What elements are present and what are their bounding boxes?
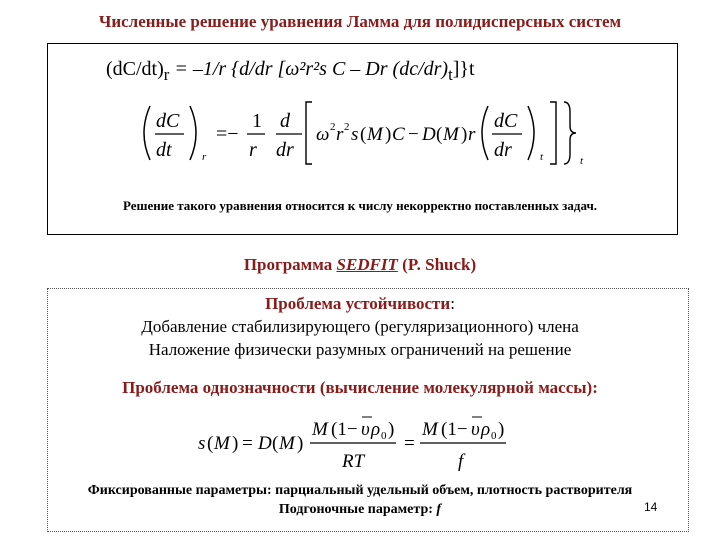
svg-text:s: s bbox=[351, 124, 359, 145]
uniqueness-heading: Проблема однозначности (вычисление молекулярной массы): bbox=[122, 378, 598, 397]
svg-text:M: M bbox=[367, 124, 383, 145]
program-heading bbox=[0, 255, 720, 275]
svg-text:M: M bbox=[312, 419, 328, 440]
svg-text:): ) bbox=[297, 433, 304, 454]
fit-parameters bbox=[0, 502, 720, 518]
svg-text:M: M bbox=[279, 433, 295, 454]
lamm-inline-equation bbox=[106, 58, 475, 85]
svg-text:): ) bbox=[388, 419, 395, 440]
svg-text:υ: υ bbox=[471, 419, 480, 440]
svg-text:): ) bbox=[232, 433, 239, 454]
stability-title: Проблема устойчивости bbox=[265, 294, 451, 313]
svg-text:(: ( bbox=[207, 433, 214, 454]
svg-text:t: t bbox=[580, 155, 584, 167]
ill-posed-note: Решение такого уравнения относится к числу некорректно поставленных задач. bbox=[122, 198, 598, 213]
stability-line-1: Добавление стабилизирующего (регуляризационного) члена bbox=[141, 317, 579, 336]
sedimentation-coefficient-formula bbox=[196, 413, 516, 477]
svg-text:0: 0 bbox=[381, 430, 387, 442]
svg-text:dC: dC bbox=[156, 110, 180, 132]
fit-symbol: f bbox=[436, 502, 442, 517]
svg-text:D: D bbox=[422, 124, 436, 145]
svg-text:r: r bbox=[336, 124, 344, 145]
program-author: (P. Shuck) bbox=[402, 255, 477, 274]
fit-label: Подгоночные параметр: bbox=[278, 502, 433, 517]
inline-lhs: (dC/dt) bbox=[106, 58, 164, 80]
svg-text:υ: υ bbox=[361, 419, 370, 440]
inline-end: ]}t bbox=[452, 58, 475, 80]
stability-title-suffix: : bbox=[450, 294, 455, 313]
svg-text:s: s bbox=[198, 433, 206, 454]
svg-text:t: t bbox=[540, 151, 544, 163]
svg-text:RT: RT bbox=[342, 451, 365, 472]
svg-text:(: ( bbox=[436, 124, 443, 145]
stability-line-2: Наложение физически разумных ограничений на решение bbox=[148, 340, 572, 359]
svg-text:=: = bbox=[242, 433, 253, 454]
inline-rhs-sub: t bbox=[448, 65, 453, 84]
svg-text:(: ( bbox=[272, 433, 279, 454]
svg-text:(1−: (1− bbox=[331, 419, 358, 440]
svg-text:): ) bbox=[385, 124, 392, 145]
svg-text:r: r bbox=[202, 151, 207, 163]
program-label: Программа bbox=[243, 255, 333, 274]
svg-text:=−: =− bbox=[216, 123, 239, 145]
svg-text:−: − bbox=[408, 124, 419, 145]
inline-lhs-sub: r bbox=[163, 65, 170, 84]
svg-text:f: f bbox=[458, 451, 464, 472]
svg-text:M: M bbox=[422, 419, 438, 440]
svg-text:dr: dr bbox=[276, 139, 294, 161]
fixed-parameters: Фиксированные параметры: парциальный удельный объем, плотность растворителя bbox=[87, 483, 633, 498]
svg-text:): ) bbox=[461, 124, 468, 145]
lamm-formula bbox=[136, 98, 596, 168]
svg-text:2: 2 bbox=[330, 121, 336, 133]
svg-text:d: d bbox=[280, 110, 290, 132]
svg-text:M: M bbox=[214, 433, 230, 454]
page-number: 14 bbox=[644, 500, 658, 514]
svg-text:ρ: ρ bbox=[481, 419, 491, 440]
svg-text:dr: dr bbox=[494, 139, 512, 161]
svg-text:(: ( bbox=[360, 124, 367, 145]
svg-text:ρ: ρ bbox=[371, 419, 381, 440]
svg-text:2: 2 bbox=[344, 121, 350, 133]
svg-text:dt: dt bbox=[156, 139, 172, 161]
svg-text:=: = bbox=[404, 433, 415, 454]
svg-text:r: r bbox=[468, 124, 476, 145]
inline-rhs: = –1/r {d/dr [ω²r²s C – Dr (dc/dr) bbox=[169, 58, 449, 80]
svg-text:C: C bbox=[392, 124, 405, 145]
svg-text:D: D bbox=[258, 433, 272, 454]
slide-title: Численные решение уравнения Ламма для полидисперсных систем bbox=[98, 12, 622, 31]
stability-heading bbox=[0, 294, 720, 314]
program-name: SEDFIT bbox=[336, 255, 398, 274]
svg-text:M: M bbox=[443, 124, 459, 145]
svg-text:): ) bbox=[498, 419, 505, 440]
svg-text:(1−: (1− bbox=[441, 419, 468, 440]
svg-text:ω: ω bbox=[316, 124, 330, 145]
svg-text:1: 1 bbox=[252, 110, 262, 132]
svg-text:dC: dC bbox=[494, 110, 518, 132]
svg-text:r: r bbox=[249, 139, 257, 161]
svg-text:0: 0 bbox=[491, 430, 497, 442]
